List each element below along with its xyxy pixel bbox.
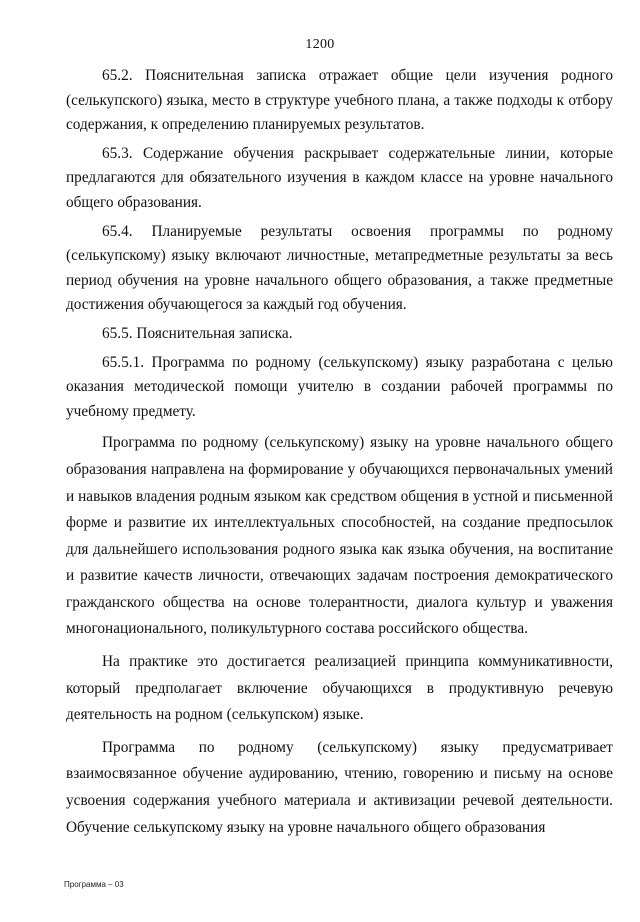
paragraph-communicativeness: На практике это достигается реализацией принципа коммуникативности, который предполагает включение обучающихся в продуктивную речевую деятельность на родном (селькупском) языке. — [66, 653, 613, 724]
paragraph-65-5-1: 65.5.1. Программа по родному (селькупскому) языку разработана с целью оказания методической помощи учителю в создании рабочей программы по учебному предмету. — [66, 353, 613, 420]
document-body — [66, 64, 613, 841]
paragraph-65-5: 65.5. Пояснительная записка. — [102, 324, 293, 342]
footer-label: Программа – 03 — [64, 880, 124, 889]
page-number: 1200 — [305, 37, 335, 52]
paragraph-program-provides: Программа по родному (селькупскому) языку предусматривает взаимосвязанное обучение аудированию, чтению, говорению и письму на основе усвоения содержания учебного материала и активизации речевой деятельности. Обучение селькупскому языку на уровне начального общего образования — [66, 738, 613, 836]
paragraph-65-2: 65.2. Пояснительная записка отражает общие цели изучения родного (селькупского) языка, место в структуре учебного плана, а также подходы к отбору содержания, к определению планируемых результатов. — [66, 67, 613, 134]
paragraph-65-4: 65.4. Планируемые результаты освоения программы по родному (селькупскому) языку включают личностные, метапредметные результаты за весь период обучения на уровне начального общего образования, а также предметные достижения обучающегося за каждый год обучения. — [66, 222, 613, 314]
paragraph-65-3: 65.3. Содержание обучения раскрывает содержательные линии, которые предлагаются для обязательного изучения в каждом классе на уровне начального общего образования. — [66, 144, 613, 211]
paragraph-program-goals: Программа по родному (селькупскому) языку на уровне начального общего образования направлена на формирование у обучающихся первоначальных умений и навыков владения родным языком как средством общения в устной и письменной форме и развитие их интеллектуальных способностей, на создание предпосылок для дальнейшего использования родного языка как языка обучения, на воспитание и развитие качеств личности, отвечающих задачам построения демократического гражданского общества на основе толерантности, диалога культур и уважения многонационального, поликультурного состава российского общества. — [66, 434, 613, 638]
